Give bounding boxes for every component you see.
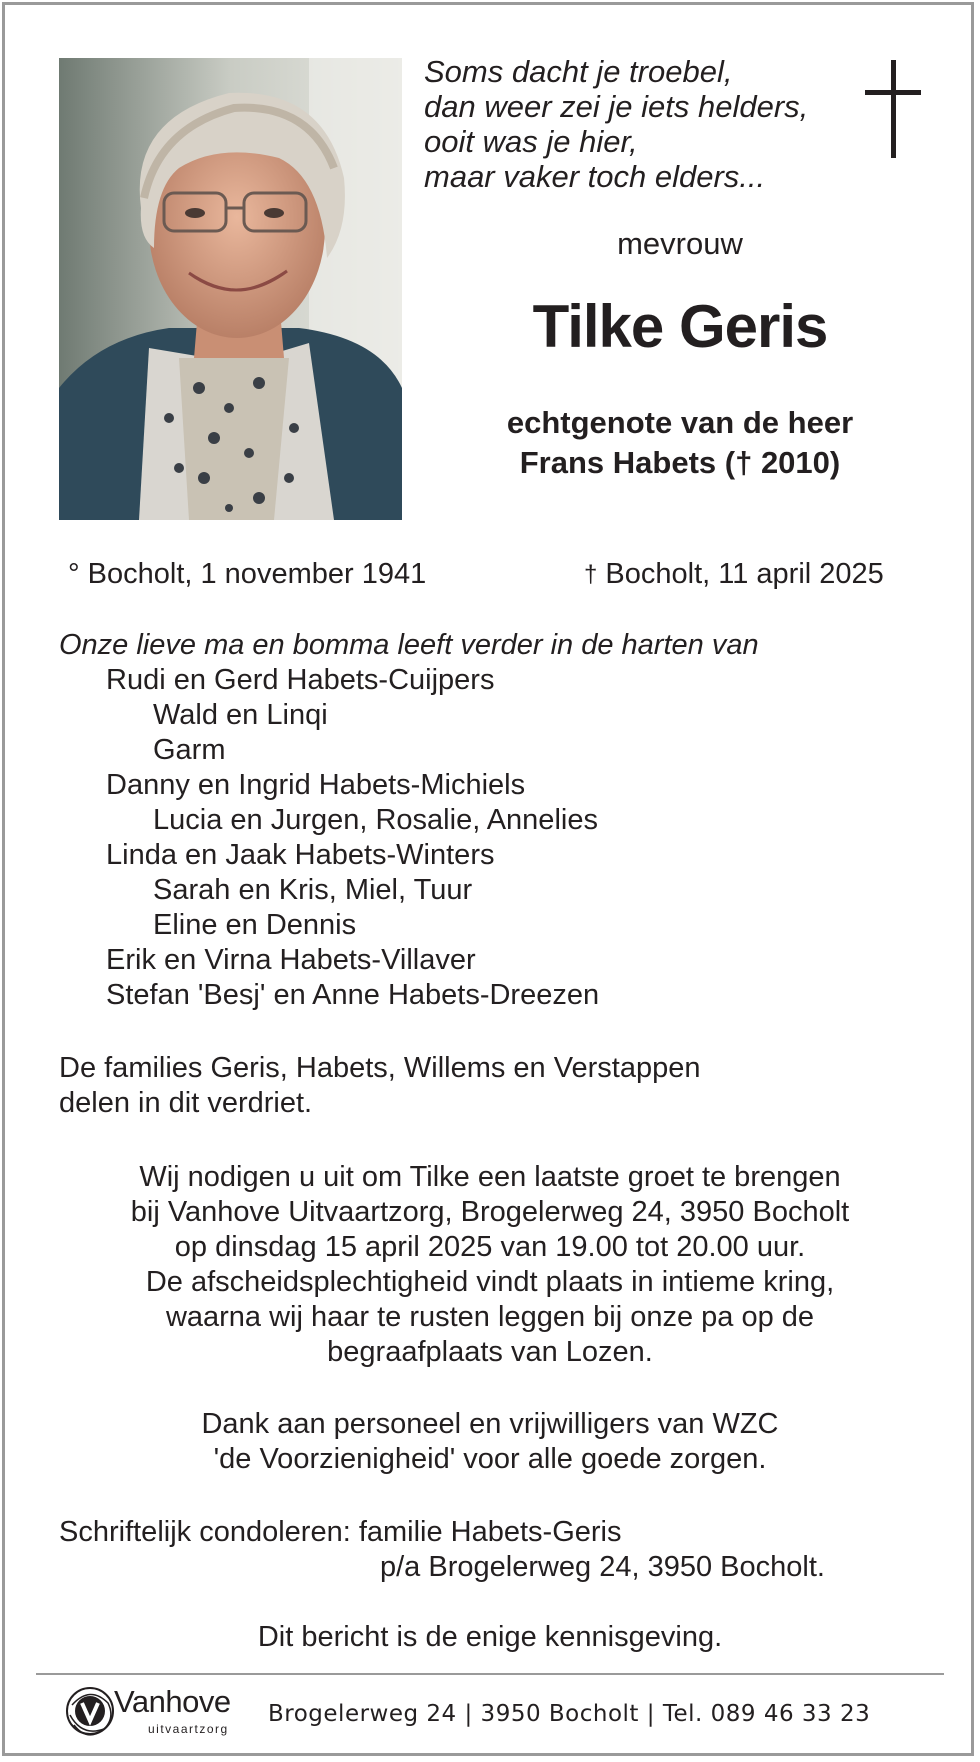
footer-contact: Brogelerweg 24 | 3950 Bocholt | Tel. 089 46 33 23 <box>268 1701 871 1727</box>
footer-divider <box>36 1673 944 1675</box>
condolence-line: Schriftelijk condoleren: familie Habets-Geris <box>59 1516 622 1548</box>
family-member: Stefan 'Besj' en Anne Habets-Dreezen <box>106 979 600 1011</box>
poem-line: maar vaker toch elders... <box>424 159 766 194</box>
families-line: De families Geris, Habets, Willems en Verstappen <box>59 1052 701 1084</box>
family-member: Garm <box>153 734 226 766</box>
family-member: Eline en Dennis <box>153 909 357 941</box>
family-member: Wald en Linqi <box>153 699 328 731</box>
birth-info: ° Bocholt, 1 november 1941 <box>68 558 427 590</box>
family-intro: Onze lieve ma en bomma leeft verder in de harten van <box>59 629 759 661</box>
thanks-line: Dank aan personeel en vrijwilligers van WZC <box>201 1408 779 1440</box>
family-member: Erik en Virna Habets-Villaver <box>106 944 476 976</box>
poem-line: dan weer zei je iets helders, <box>424 89 809 124</box>
invitation-line: De afscheidsplechtigheid vindt plaats in intieme kring, <box>145 1266 835 1298</box>
invitation-line: waarna wij haar te rusten leggen bij onze pa op de <box>165 1301 815 1333</box>
deceased-name: Tilke Geris <box>532 293 828 360</box>
notice: Dit bericht is de enige kennisgeving. <box>257 1621 723 1653</box>
family-member: Lucia en Jurgen, Rosalie, Annelies <box>153 804 598 836</box>
portrait-photo <box>59 58 402 520</box>
vanhove-logo <box>64 1683 254 1745</box>
invitation-line: op dinsdag 15 april 2025 van 19.00 tot 20.00 uur. <box>174 1231 806 1263</box>
spouse-line: echtgenote van de heer <box>506 405 854 440</box>
death-date: Bocholt, 11 april 2025 <box>605 558 884 590</box>
poem-line: ooit was je hier, <box>424 124 638 159</box>
family-member: Danny en Ingrid Habets-Michiels <box>106 769 526 801</box>
dagger-icon: † <box>584 561 598 588</box>
logo-mark-icon <box>64 1685 116 1737</box>
family-member: Rudi en Gerd Habets-Cuijpers <box>106 664 495 696</box>
invitation-line: begraafplaats van Lozen. <box>327 1336 653 1368</box>
logo-name: Vanhove <box>114 1684 231 1719</box>
families-line: delen in dit verdriet. <box>59 1087 313 1119</box>
death-info <box>584 558 884 591</box>
family-member: Linda en Jaak Habets-Winters <box>106 839 495 871</box>
condolence-address: p/a Brogelerweg 24, 3950 Bocholt. <box>380 1551 825 1583</box>
invitation-line: Wij nodigen u uit om Tilke een laatste groet te brengen <box>139 1161 841 1193</box>
logo-subtitle: uitvaartzorg <box>148 1722 229 1736</box>
honorific: mevrouw <box>617 226 743 261</box>
invitation-line: bij Vanhove Uitvaartzorg, Brogelerweg 24, 3950 Bocholt <box>130 1196 850 1228</box>
poem-line: Soms dacht je troebel, <box>424 54 733 89</box>
family-member: Sarah en Kris, Miel, Tuur <box>153 874 473 906</box>
spouse-line: Frans Habets († 2010) <box>519 445 841 480</box>
cross-icon <box>865 60 921 160</box>
poem <box>424 54 808 194</box>
thanks-line: 'de Voorzienigheid' voor alle goede zorgen. <box>213 1443 767 1475</box>
